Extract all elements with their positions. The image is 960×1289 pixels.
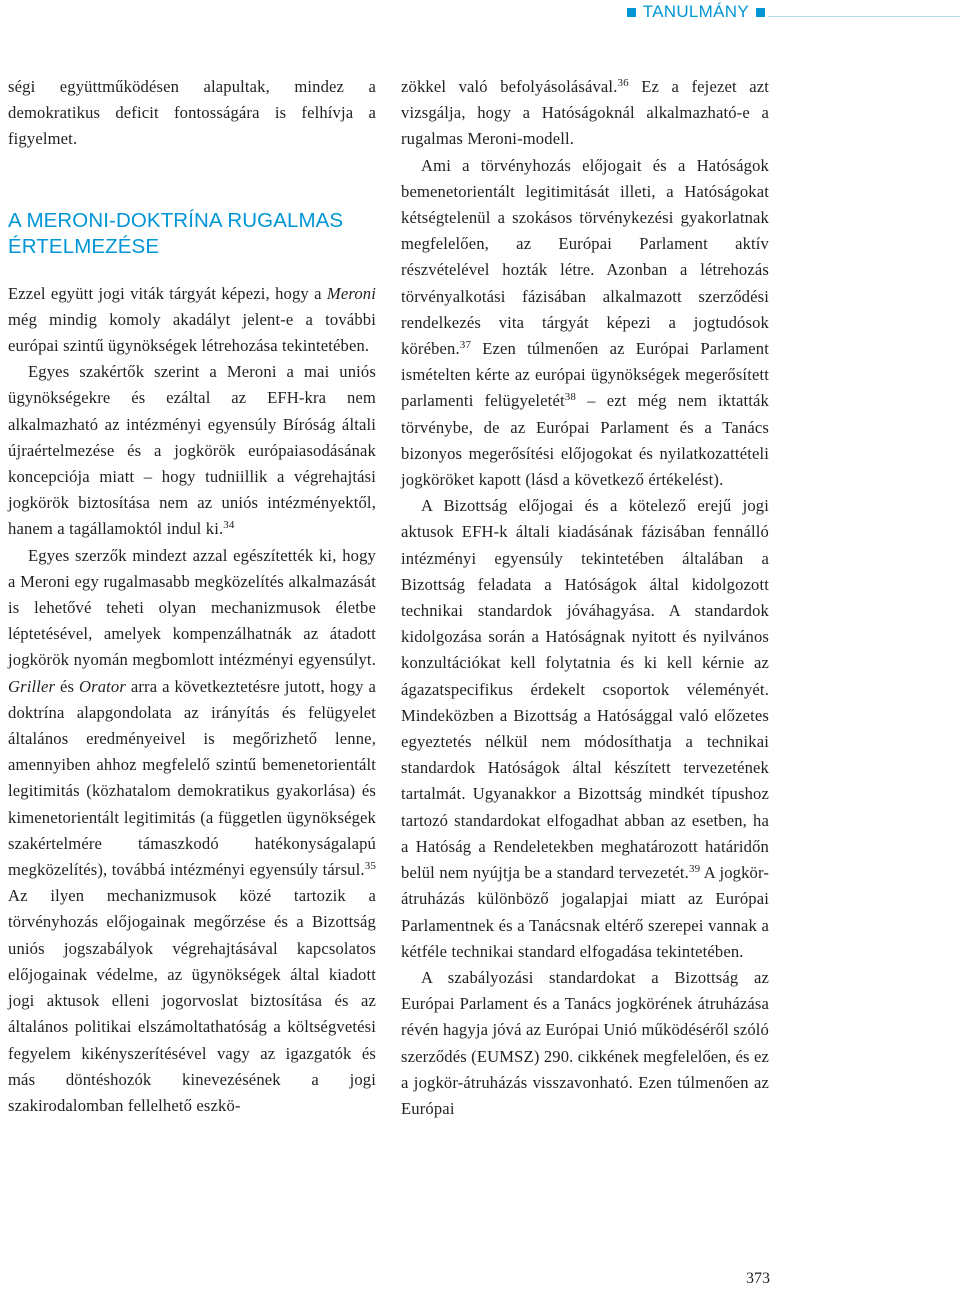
author-name: Griller [8,676,56,696]
paragraph: Egyes szakértők szerint a Meroni a mai uniós ügynökségekre és ezáltal az EFH-kra nem alkalmazható az intézményi egyensúly Bíróság általi újraértelmezése és a jogkörök európaiasodásának koncepciója miatt – hogy tudniillik a végrehajtási jogkörök biztosítása nem az uniós intézményektől, hanem a tagállamoktól indul ki.$^{34}$ [8,362,376,539]
paragraph: Egyes szerzők mindezt azzal egészítették ki, hogy a Meroni egy rugalmasabb megközelítés alkalmazását is lehetővé teheti olyan mechanizmusok életbe léptetésével, amelyek kompenzálhatnák az átadott jogkörök nyomán megbomlott intézményi egyensúlyt. Griller és Orator arra a következtetésre jutott, hogy a doktrína alapgondolata az irányítás és felügyelet általános eredményeivel is megőrizhető lenne, amennyiben ahhoz megfelelő szintű bemenetorientált legitimitás (közhatalom demokratikus gyakorlása) és kimenetorientált legitimitás (a független ügynökségek szakértelmére támaszkodó hatékonyságalapú megközelítés), továbbá intézményi egyensúly társul.$^{35}$ Az ilyen mechanizmusok közé tartozik a törvényhozás előjogainak megőrzése és a Bizottság uniós jogszabályok végrehajtásával kapcsolatos előjogainak védelme, az ügynökségek által kiadott jogi aktusok elleni jogorvoslat biztosítása és az általános politikai elszámoltathatóság a költségvetési fegyelem kikényszerítésével vagy az igazgatók és más döntéshozók kinevezésének a jogi szakirodalomban fellelhető eszkö- [8,545,376,1115]
section-label: TANULMÁNY [642,2,749,21]
section-heading: A MERONI-DOKTRÍNA RUGALMAS ÉRTELMEZÉSE [8,208,344,258]
case-name: Meroni [326,283,376,303]
footnote-ref: 35 [364,860,376,873]
page-number: 373 [746,1270,770,1287]
square-marker-icon [756,8,765,17]
left-column [8,74,376,1119]
footnote-ref: 36 [617,76,629,89]
paragraph: zökkel való befolyásolásával.$^{36}$ Ez a fejezet azt vizsgálja, hogy a Hatóságoknál alkalmazható-e a rugalmas Meroni-modell. [401,76,769,149]
paragraph: Ezzel együtt jogi viták tárgyát képezi, hogy a Meroni még mindig komoly akadályt jelent-e a további európai szintű ügynökségek létrehozása tekintetében. [8,283,376,356]
footnote-ref: 34 [223,519,235,532]
paragraph: Ami a törvényhozás előjogait és a Hatóságok bemenetorientált legitimitását illeti, a Hatóságokat kétségtelenül a szokásos törvénykezési gyakorlatnak megfelelően, az Európai Parlament aktív részvételével hozták létre. Azonban a létrehozás törvényalkotási fázisában alkalmazott szerződési rendelkezés vita tárgyát képezi a jogtudósok körében.$^{37}$ Ezen túlmenően az Európai Parlament ismételten kérte az európai ügynökségek megerősített parlamenti felügyeletét$^{38}$ – ezt még nem iktatták törvénybe, de az Európai Parlament és a Tanács bizonyos megerősítési előjogokat és nyilatkozattételi jogköröket kapott (lásd a következő értékelést). [401,155,769,490]
section-header [627,2,765,22]
paragraph: A Bizottság előjogai és a kötelező erejű jogi aktusok EFH-k általi kiadásának fázisában fennálló intézményi egyensúly tekintetében általában a Bizottság feladata a Hatóságok által kidolgozott technikai standardok jóváhagyása. A standardok kidolgozása során a Hatóságnak nyitott és nyilvános konzultációkat kell folytatnia és ki kell kérnie az ágazatspecifikus érdekelt csoportok véleményét. Mindeközben a Bizottság a Hatósággal való előzetes egyeztetés nélkül nem módosíthatja a technikai standardok Hatóságok által készített tervezetének tartalmát. Ugyanakkor a Bizottság mindkét típushoz tartozó standardokat elfogadhat abban az esetben, ha a Hatóság a Rendeletekben meghatározott határidőn belül nem nyújtja be a standard tervezetét.$^{39}$ A jogkör-átruházás különböző jogalapjai miatt az Európai Parlamentnek és a Tanácsnak eltérő szerepei vannak a kétféle technikai standard elfogadása tekintetében. [401,496,770,961]
right-column [401,74,769,1122]
footnote-ref: 37 [459,338,472,351]
intro-paragraph: ségi együttműködésen alapultak, mindez a demokratikus deficit fontosságára is felhívja a figyelmet. [8,77,376,149]
paragraph: A szabályozási standardokat a Bizottság az Európai Parlament és a Tanács jogkörének átruházása révén hagyja jóvá az Európai Unió működéséről szóló szerződés (EUMSZ) 290. cikkének megfelelően, és ez a jogkör-átruházás visszavonható. Ezen túlmenően az Európai [401,967,769,1118]
author-name: Orator [78,676,126,696]
footnote-ref: 38 [564,391,577,404]
header-rule [768,16,960,17]
square-marker-icon [627,8,636,17]
footnote-ref: 39 [688,863,701,876]
